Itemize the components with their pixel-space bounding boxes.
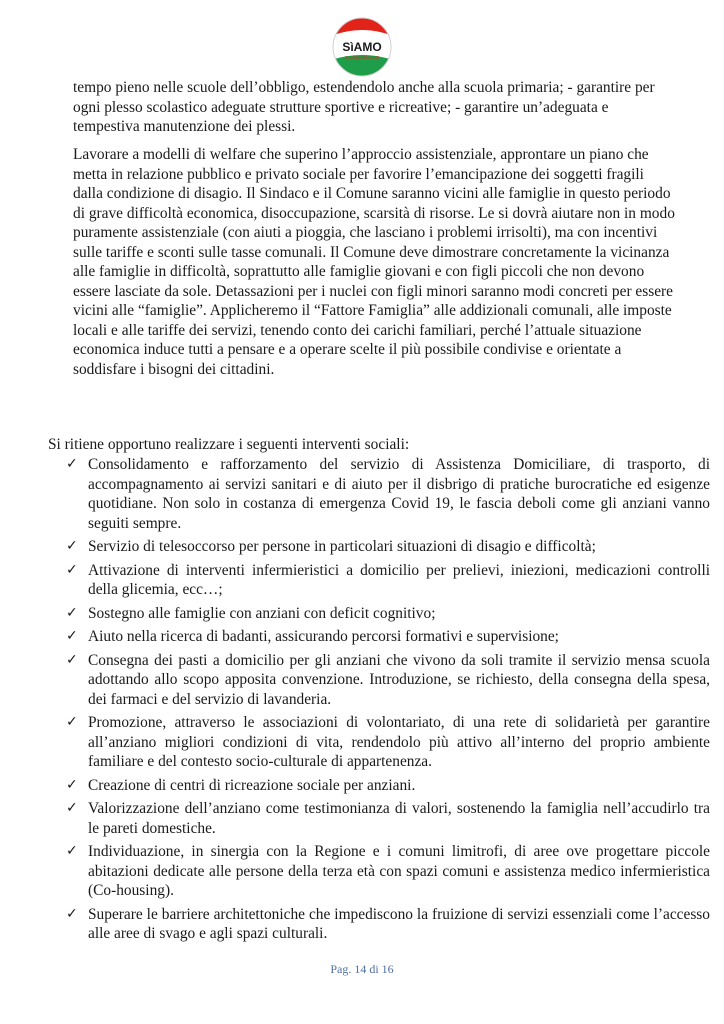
checkmark-icon: ✓ bbox=[66, 776, 78, 793]
list-item bbox=[66, 713, 710, 772]
logo-subtext: CASAMARCIANO bbox=[345, 55, 379, 60]
body-paragraph-1: tempo pieno nelle scuole dell’obbligo, estendendolo anche alla scuola primaria; - garantire per ogni plesso scolastico adeguate strutture sportive e ricreative; - garantire un’adeguata e tempestiva manutenzione dei plessi. bbox=[73, 79, 655, 135]
list-item-text: Sostegno alle famiglie con anziani con deficit cognitivo; bbox=[88, 604, 436, 622]
body-paragraph-2: Lavorare a modelli di welfare che superino l’approccio assistenziale, approntare un piano che metta in relazione pubblico e privato sociale per favorire l’emancipazione dei soggetti fragili dalla condizione di disagio. Il Sindaco e il Comune saranno vicini alle famiglie in questo periodo di grave difficoltà economica, disoccupazione, scarsità di risorse. Le si dovrà aiutare non in modo puramente assistenziale (con aiuti a pioggia, che lasciano i problemi irrisolti), ma con incentivi sulle tariffe e sconti sulle tasse comunali. Il Comune deve dimostrare concretamente la vicinanza alle famiglie in difficoltà, soprattutto alle famiglie giovani e con figli piccoli che non devono essere lasciate da sole. Detassazioni per i nuclei con figli minori saranno modi concreti per essere vicini alle “famiglie”. Applicheremo il “Fattore Famiglia” alle addizionali comunali, alle imposte locali e alle tariffe dei servizi, tenendo conto dei carichi familiari, perché l’attuale situazione economica induce tutti a pensare e a operare scelte il più possibile condivise e orientate a soddisfare i bisogni dei cittadini. bbox=[73, 146, 675, 378]
list-item bbox=[66, 905, 710, 944]
list-item bbox=[66, 799, 710, 838]
list-item bbox=[66, 604, 710, 624]
list-item-text: Attivazione di interventi infermieristici a domicilio per prelievi, iniezioni, medicazioni controlli della glicemia, ecc…; bbox=[88, 561, 710, 598]
checkmark-icon: ✓ bbox=[66, 714, 78, 730]
checkmark-icon: ✓ bbox=[66, 800, 78, 816]
list-intro: Si ritiene opportuno realizzare i seguenti interventi sociali: bbox=[48, 436, 410, 453]
checkmark-icon: ✓ bbox=[66, 538, 78, 554]
list-item bbox=[66, 651, 710, 710]
list-item-text: Individuazione, in sinergia con la Regione e i comuni limitrofi, di aree ove progettare piccole abitazioni dedicate alle persone della terza età con spazi comuni e assistenza medico infermieristica (Co-housing). bbox=[88, 843, 710, 899]
list-item-text: Creazione di centri di ricreazione sociale per anziani. bbox=[88, 776, 416, 794]
list-item bbox=[66, 561, 710, 600]
checkmark-icon: ✓ bbox=[66, 628, 78, 644]
list-item-text: Servizio di telesoccorso per persone in particolari situazioni di disagio e difficoltà; bbox=[88, 538, 596, 555]
list-item-text: Consolidamento e rafforzamento del servizio di Assistenza Domiciliare, di trasporto, di accompagnamento ai servizi sanitari e di aiuto per il disbrigo di pratiche burocratiche ed esigenze quotidiane. Non solo in costanza di emergenza Covid 19, le fascia deboli come gli anziani vanno seguiti sempre. bbox=[88, 456, 710, 532]
page-number: Pag. 14 di 16 bbox=[330, 962, 394, 976]
checkmark-icon: ✓ bbox=[66, 651, 78, 668]
checkmark-icon: ✓ bbox=[66, 905, 78, 922]
list-item-text: Consegna dei pasti a domicilio per gli anziani che vivono da soli tramite il servizio mensa scuola adottando allo scopo apposita convenzione. Introduzione, se richiesto, della consegna della spesa, dei farmaci e del servizio di lavanderia. bbox=[88, 651, 710, 708]
siamo-logo-icon bbox=[331, 16, 393, 78]
logo-text: SìAMO bbox=[342, 40, 382, 54]
list-item-text: Valorizzazione dell’anziano come testimonianza di valori, sostenendo la famiglia nell’accudirlo tra le pareti domestiche. bbox=[88, 800, 710, 837]
list-item bbox=[66, 627, 710, 647]
list-item bbox=[66, 537, 710, 557]
checkmark-icon: ✓ bbox=[66, 456, 78, 472]
checkmark-icon: ✓ bbox=[66, 843, 78, 859]
list-item-text: Aiuto nella ricerca di badanti, assicurando percorsi formativi e supervisione; bbox=[88, 628, 559, 645]
interventions-checklist bbox=[66, 455, 710, 948]
list-item bbox=[66, 776, 710, 796]
checkmark-icon: ✓ bbox=[66, 604, 78, 621]
list-item-text: Superare le barriere architettoniche che impediscono la fruizione di servizi essenziali come l’accesso alle aree di svago e agli spazi culturali. bbox=[88, 905, 710, 942]
list-item bbox=[66, 455, 710, 533]
list-item-text: Promozione, attraverso le associazioni di volontariato, di una rete di solidarietà per garantire all’anziano migliori condizioni di vita, rendendolo più attivo all’interno del proprio ambiente familiare e del contesto socio-culturale di appartenenza. bbox=[88, 714, 710, 770]
list-item bbox=[66, 842, 710, 901]
checkmark-icon: ✓ bbox=[66, 561, 78, 578]
